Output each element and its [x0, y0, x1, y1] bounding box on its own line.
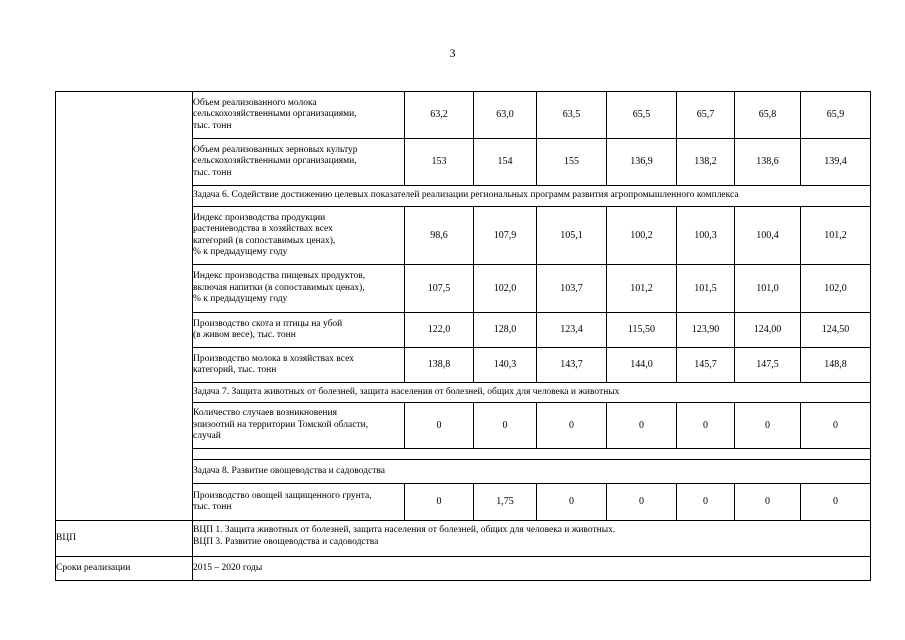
indicator-value: 0 [537, 403, 607, 449]
indicator-value: 148,8 [801, 348, 871, 383]
table-row [56, 92, 871, 139]
task-heading: Задача 8. Развитие овощеводства и садоводства [193, 460, 871, 484]
indicator-value: 138,6 [735, 139, 801, 186]
indicator-value: 98,6 [405, 207, 474, 265]
indicator-value: 143,7 [537, 348, 607, 383]
indicator-value: 123,4 [537, 313, 607, 348]
task-heading: Задача 6. Содействие достижению целевых показателей реализации региональных программ развития агропромышленного комплекса [193, 186, 871, 207]
indicator-value: 124,50 [801, 313, 871, 348]
indicator-value: 153 [405, 139, 474, 186]
indicator-value: 139,4 [801, 139, 871, 186]
indicator-value: 107,9 [474, 207, 537, 265]
indicator-label: Количество случаев возникновения эпизоотий на территории Томской области, случай [193, 403, 405, 449]
task-heading: Задача 7. Защита животных от болезней, защита населения от болезней, общих для человека и животных [193, 383, 871, 403]
indicator-value: 115,50 [607, 313, 677, 348]
page-number: 3 [449, 46, 456, 60]
indicator-value: 147,5 [735, 348, 801, 383]
indicator-value: 0 [474, 403, 537, 449]
indicator-label: Производство молока в хозяйствах всех категорий, тыс. тонн [193, 348, 405, 383]
indicator-value: 100,2 [607, 207, 677, 265]
indicator-value: 102,0 [474, 265, 537, 313]
indicator-value: 0 [677, 484, 735, 521]
indicator-value: 0 [405, 484, 474, 521]
indicator-label: Индекс производства продукции растениеводства в хозяйствах всех категорий (в сопоставимых ценах), % к предыдущему году [193, 207, 405, 265]
indicator-value: 0 [801, 403, 871, 449]
spacer-cell [193, 449, 871, 460]
indicator-value: 101,2 [801, 207, 871, 265]
indicator-value: 0 [537, 484, 607, 521]
indicator-value: 65,9 [801, 92, 871, 139]
indicator-value: 101,2 [607, 265, 677, 313]
indicator-value: 63,2 [405, 92, 474, 139]
indicator-value: 136,9 [607, 139, 677, 186]
indicator-value: 100,4 [735, 207, 801, 265]
indicator-label: Индекс производства пищевых продуктов, включая напитки (в сопоставимых ценах), % к предыдущему году [193, 265, 405, 313]
indicator-value: 128,0 [474, 313, 537, 348]
indicator-value: 138,2 [677, 139, 735, 186]
indicator-value: 138,8 [405, 348, 474, 383]
vcp-row [56, 521, 871, 557]
indicator-value: 101,5 [677, 265, 735, 313]
indicator-value: 144,0 [607, 348, 677, 383]
indicator-value: 101,0 [735, 265, 801, 313]
indicator-value: 124,00 [735, 313, 801, 348]
indicator-value: 107,5 [405, 265, 474, 313]
indicator-label: Производство скота и птицы на убой (в живом весе), тыс. тонн [193, 313, 405, 348]
vcp-item: ВЦП 1. Защита животных от болезней, защита населения от болезней, общих для человека и животных. [193, 525, 616, 535]
indicator-value: 63,5 [537, 92, 607, 139]
vcp-label: ВЦП [56, 521, 193, 557]
indicator-value: 105,1 [537, 207, 607, 265]
indicator-value: 65,8 [735, 92, 801, 139]
indicator-value: 0 [801, 484, 871, 521]
indicator-value: 154 [474, 139, 537, 186]
indicator-value: 122,0 [405, 313, 474, 348]
section-label-cell [56, 92, 193, 521]
indicator-value: 102,0 [801, 265, 871, 313]
terms-value: 2015 – 2020 годы [193, 557, 871, 581]
vcp-item: ВЦП 3. Развитие овощеводства и садоводства [193, 536, 379, 547]
indicator-value: 155 [537, 139, 607, 186]
indicator-label: Производство овощей защищенного грунта, тыс. тонн [193, 484, 405, 521]
indicator-value: 0 [677, 403, 735, 449]
indicator-value: 65,7 [677, 92, 735, 139]
vcp-list [193, 521, 871, 557]
terms-row [56, 557, 871, 581]
indicator-value: 140,3 [474, 348, 537, 383]
indicator-value: 123,90 [677, 313, 735, 348]
indicator-value: 1,75 [474, 484, 537, 521]
indicator-label: Объем реализованных зерновых культур сельскохозяйственными организациями, тыс. тонн [193, 139, 405, 186]
indicator-label: Объем реализованного молока сельскохозяйственными организациями, тыс. тонн [193, 92, 405, 139]
indicator-value: 63,0 [474, 92, 537, 139]
indicator-value: 0 [607, 484, 677, 521]
indicator-value: 0 [735, 484, 801, 521]
program-passport-table [55, 91, 871, 581]
indicator-value: 103,7 [537, 265, 607, 313]
indicator-value: 100,3 [677, 207, 735, 265]
indicator-value: 0 [405, 403, 474, 449]
indicator-value: 0 [607, 403, 677, 449]
indicator-value: 65,5 [607, 92, 677, 139]
indicator-value: 145,7 [677, 348, 735, 383]
indicator-value: 0 [735, 403, 801, 449]
terms-label: Сроки реализации [56, 557, 193, 581]
